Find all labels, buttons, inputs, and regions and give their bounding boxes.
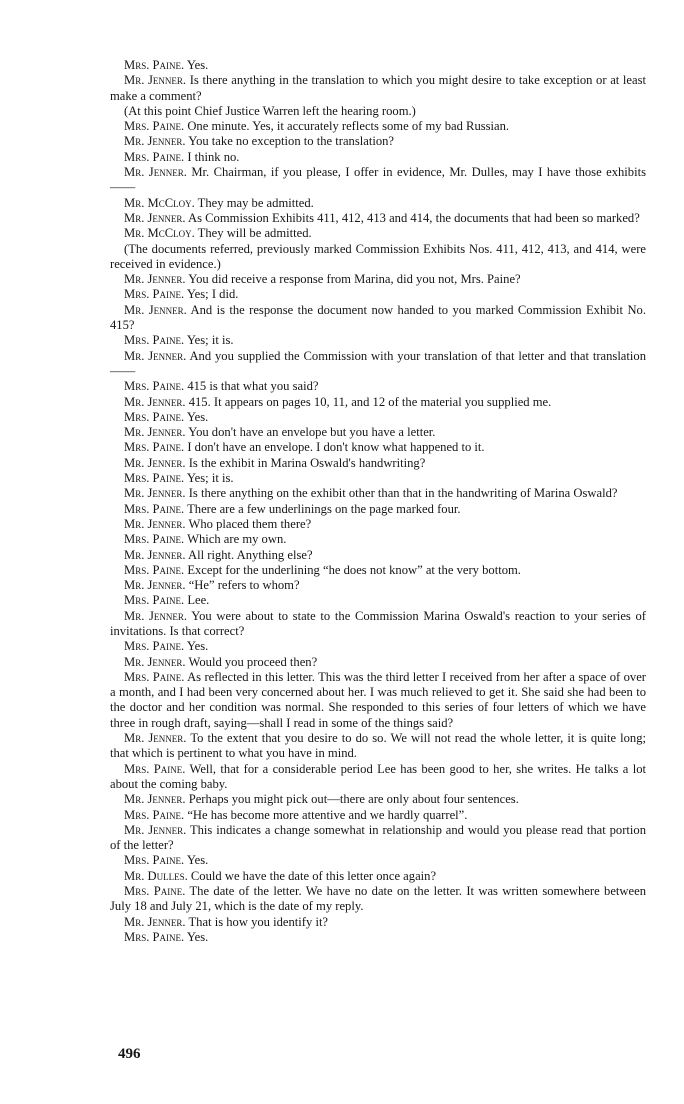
transcript-paragraph <box>110 150 646 165</box>
transcript-paragraph <box>110 869 646 884</box>
speaker-name: Mrs. Paine. <box>124 669 185 684</box>
speaker-name: Mrs. Paine. <box>124 501 185 516</box>
speech-text: To the extent that you desire to do so. We will not read the whole letter, it is quite long; that which is pertinent to what you have in mind. <box>110 731 647 761</box>
transcript-paragraph <box>110 456 646 471</box>
transcript-paragraph <box>110 915 646 930</box>
speech-text: You don't have an envelope but you have a letter. <box>188 425 436 440</box>
speaker-name: Mr. Jenner. <box>124 486 186 501</box>
speaker-name: Mr. Jenner. <box>124 210 186 225</box>
transcript-paragraph <box>110 655 646 670</box>
speech-text: I think no. <box>187 149 240 164</box>
transcript-paragraph <box>110 395 646 410</box>
speaker-name: Mrs. Paine. <box>124 149 185 164</box>
speaker-name: Mrs. Paine. <box>124 58 185 72</box>
speaker-name: Mr. Jenner. <box>124 272 186 287</box>
speech-text: 415. It appears on pages 10, 11, and 12 of the material you supplied me. <box>188 394 552 409</box>
speaker-name: Mr. Jenner. <box>124 425 186 440</box>
transcript-paragraph <box>110 471 646 486</box>
page-number: 496 <box>118 1046 141 1062</box>
speech-text: You take no exception to the translation? <box>188 134 395 149</box>
speech-text: One minute. Yes, it accurately reflects some of my bad Russian. <box>187 119 510 134</box>
speech-text: Would you proceed then? <box>188 654 318 669</box>
speaker-name: Mrs. Paine. <box>124 471 185 486</box>
transcript-paragraph <box>110 731 646 762</box>
transcript-paragraph <box>110 502 646 517</box>
speaker-name: Mr. Jenner. <box>124 394 186 409</box>
speaker-name: Mrs. Paine. <box>124 333 185 348</box>
transcript-paragraph <box>110 410 646 425</box>
transcript-paragraph <box>110 349 646 380</box>
speech-text: Yes; it is. <box>186 471 234 486</box>
speech-text: I don't have an envelope. I don't know what happened to it. <box>187 440 485 455</box>
speaker-name: Mrs. Paine. <box>124 593 185 608</box>
speaker-name: Mrs. Paine. <box>124 639 185 654</box>
speech-text: Yes. <box>186 639 209 654</box>
transcript-paragraph <box>110 425 646 440</box>
speech-text: “He” refers to whom? <box>188 578 300 593</box>
speaker-name: Mr. Jenner. <box>124 165 187 180</box>
speaker-name: Mr. Jenner. <box>124 822 187 837</box>
speech-text: Yes. <box>186 58 209 72</box>
stage-direction: (The documents referred, previously marked Commission Exhibits Nos. 411, 412, 413, and 414, were received in evidence.) <box>110 241 646 271</box>
speaker-name: Mr. Jenner. <box>124 654 186 669</box>
speech-text: Who placed them there? <box>188 516 312 531</box>
speaker-name: Mrs. Paine. <box>124 440 185 455</box>
speaker-name: Mr. Jenner. <box>124 914 186 929</box>
speech-text: They will be admitted. <box>197 226 312 241</box>
speech-text: That is how you identify it? <box>188 914 329 929</box>
speech-text: Yes. <box>186 929 209 944</box>
speech-text: Could we have the date of this letter once again? <box>190 868 437 883</box>
speaker-name: Mr. Jenner. <box>124 73 187 88</box>
transcript-paragraph <box>110 808 646 823</box>
speech-text: Lee. <box>187 593 210 608</box>
transcript-paragraph <box>110 853 646 868</box>
transcript-paragraph <box>110 104 646 119</box>
speech-text: “He has become more attentive and we hardly quarrel”. <box>187 807 468 822</box>
speaker-name: Mr. McCloy. <box>124 226 195 241</box>
speech-text: As reflected in this letter. This was the third letter I received from her after a space of over a month, and I had been very concerned about her. I was much relieved to get it. She said she had been to the doctor and her condition was normal. She responded to this series of four letters of which we have three in rough draft, saying—shall I read in some of the things said? <box>110 669 646 730</box>
speech-text: As Commission Exhibits 411, 412, 413 and 414, the documents that had been so marked? <box>188 210 640 225</box>
speaker-name: Mrs. Paine. <box>124 119 185 134</box>
transcript-paragraph <box>110 609 646 640</box>
transcript-paragraph <box>110 211 646 226</box>
speech-text: This indicates a change somewhat in relationship and would you please read that portion of the letter? <box>110 822 647 853</box>
speaker-name: Mr. Jenner. <box>124 455 186 470</box>
stage-direction: (At this point Chief Justice Warren left the hearing room.) <box>124 103 416 118</box>
speaker-name: Mrs. Paine. <box>124 929 185 944</box>
transcript-paragraph <box>110 532 646 547</box>
speech-text: Is there anything in the translation to which you might desire to take exception or at least make a comment? <box>110 73 647 103</box>
transcript-paragraph <box>110 287 646 302</box>
speaker-name: Mr. McCloy. <box>124 195 195 210</box>
transcript-paragraph <box>110 58 646 73</box>
speaker-name: Mrs. Paine. <box>124 409 185 424</box>
speaker-name: Mrs. Paine. <box>124 761 186 776</box>
transcript-paragraph <box>110 226 646 241</box>
speaker-name: Mr. Jenner. <box>124 731 187 746</box>
transcript-paragraph <box>110 930 646 945</box>
transcript-paragraph <box>110 792 646 807</box>
speech-text: You were about to state to the Commission Marina Oswald's reaction to your series of invitations. Is that correct? <box>110 608 646 638</box>
transcript-paragraph <box>110 884 646 915</box>
speech-text: Perhaps you might pick out—there are only about four sentences. <box>188 792 519 807</box>
speaker-name: Mr. Jenner. <box>124 302 187 317</box>
transcript-paragraph <box>110 517 646 532</box>
speech-text: The date of the letter. We have no date on the letter. It was written somewhere between July 18 and July 21, which is the date of my reply. <box>110 884 646 914</box>
speaker-name: Mr. Jenner. <box>124 516 186 531</box>
speech-text: Which are my own. <box>187 532 287 547</box>
transcript-paragraph <box>110 486 646 501</box>
speaker-name: Mrs. Paine. <box>124 562 185 577</box>
speech-text: Mr. Chairman, if you please, I offer in evidence, Mr. Dulles, may I have those exhibits—— <box>110 165 646 195</box>
speech-text: Yes. <box>186 409 209 424</box>
speaker-name: Mrs. Paine. <box>124 532 185 547</box>
speech-text: There are a few underlinings on the page marked four. <box>187 501 461 516</box>
speaker-name: Mr. Jenner. <box>124 608 188 623</box>
transcript-paragraph <box>110 578 646 593</box>
speaker-name: Mrs. Paine. <box>124 807 185 822</box>
speech-text: Is the exhibit in Marina Oswald's handwriting? <box>188 455 426 470</box>
speaker-name: Mr. Dulles. <box>124 868 188 883</box>
transcript-paragraph <box>110 134 646 149</box>
speech-text: You did receive a response from Marina, did you not, Mrs. Paine? <box>188 272 521 287</box>
speaker-name: Mrs. Paine. <box>124 853 185 868</box>
speaker-name: Mr. Jenner. <box>124 578 186 593</box>
transcript-paragraph <box>110 379 646 394</box>
speaker-name: Mr. Jenner. <box>124 792 186 807</box>
speaker-name: Mr. Jenner. <box>124 348 187 363</box>
speech-text: Yes; it is. <box>186 333 234 348</box>
speech-text: 415 is that what you said? <box>187 379 319 394</box>
transcript-paragraph <box>110 303 646 334</box>
transcript-paragraph <box>110 593 646 608</box>
transcript-body <box>110 58 646 945</box>
transcript-paragraph <box>110 563 646 578</box>
speech-text: All right. Anything else? <box>188 547 313 562</box>
speech-text: And is the response the document now handed to you marked Commission Exhibit No. 415? <box>110 302 646 333</box>
transcript-paragraph <box>110 196 646 211</box>
transcript-paragraph <box>110 548 646 563</box>
speaker-name: Mrs. Paine. <box>124 884 186 899</box>
transcript-paragraph <box>110 762 646 793</box>
transcript-paragraph <box>110 272 646 287</box>
speaker-name: Mrs. Paine. <box>124 379 185 394</box>
transcript-paragraph <box>110 242 646 273</box>
transcript-paragraph <box>110 823 646 854</box>
transcript-paragraph <box>110 165 646 196</box>
transcript-paragraph <box>110 73 646 104</box>
speaker-name: Mr. Jenner. <box>124 547 186 562</box>
speech-text: And you supplied the Commission with your translation of that letter and that translation—— <box>110 348 646 378</box>
speaker-name: Mrs. Paine. <box>124 287 185 302</box>
speech-text: Except for the underlining “he does not know” at the very bottom. <box>187 562 521 577</box>
speech-text: Is there anything on the exhibit other than that in the handwriting of Marina Oswald? <box>188 486 618 501</box>
transcript-paragraph <box>110 119 646 134</box>
speech-text: Well, that for a considerable period Lee has been good to her, she writes. He talks a lot about the coming baby. <box>110 761 647 791</box>
speech-text: They may be admitted. <box>197 195 314 210</box>
speech-text: Yes; I did. <box>186 287 239 302</box>
transcript-paragraph <box>110 639 646 654</box>
speaker-name: Mr. Jenner. <box>124 134 186 149</box>
transcript-paragraph <box>110 333 646 348</box>
speech-text: Yes. <box>186 853 209 868</box>
transcript-paragraph <box>110 440 646 455</box>
transcript-paragraph <box>110 670 646 731</box>
